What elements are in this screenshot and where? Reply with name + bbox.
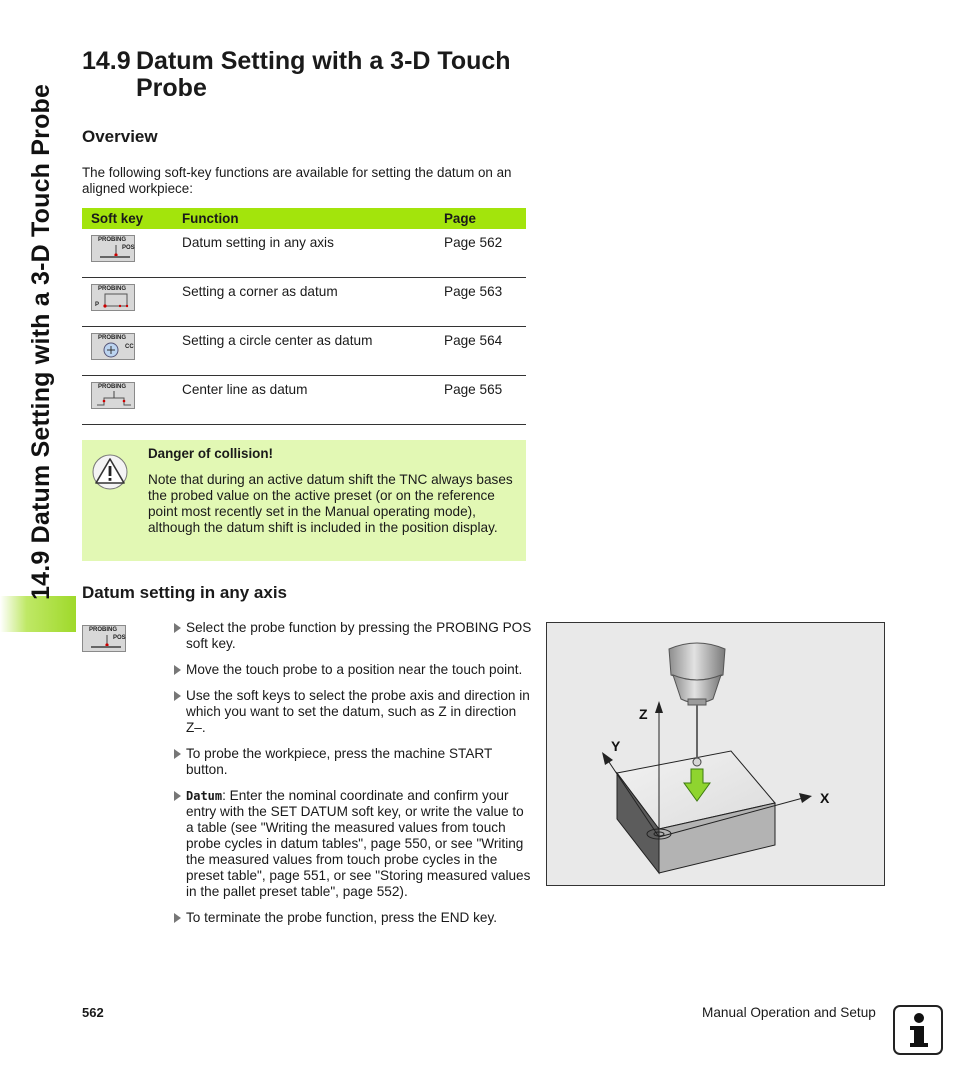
probe-pos-graphic — [83, 626, 127, 653]
softkey-cell — [82, 278, 173, 327]
list-item: Move the touch probe to a position near the touch point. — [172, 662, 532, 678]
softkey-sub-label: P — [95, 302, 100, 308]
probe-pos-softkey[interactable] — [82, 625, 126, 652]
col-header-softkey: Soft key — [82, 208, 173, 229]
section-number: 14.9 — [82, 47, 131, 75]
probe-centerline-graphic — [92, 383, 136, 410]
datum-any-axis-heading: Datum setting in any axis — [82, 583, 287, 602]
procedure-steps — [172, 620, 532, 936]
side-tab-marker — [0, 596, 76, 632]
probe-circle-icon[interactable] — [91, 333, 135, 360]
table-row — [82, 327, 526, 376]
function-cell: Center line as datum — [173, 376, 435, 425]
col-header-function: Function — [173, 208, 435, 229]
table-row — [82, 278, 526, 327]
probe-circle-graphic — [92, 334, 136, 361]
softkey-cell — [82, 327, 173, 376]
softkey-label: PROBING — [98, 237, 127, 243]
softkey-sub-label: POS — [122, 245, 135, 251]
list-item: To terminate the probe function, press the END key. — [172, 910, 532, 926]
probe-illustration — [547, 623, 884, 885]
warning-triangle-icon — [92, 454, 130, 490]
overview-heading: Overview — [82, 127, 158, 146]
axis-z-label: Z — [639, 706, 648, 722]
probe-pos-graphic — [92, 236, 136, 263]
page-title — [82, 48, 542, 102]
title-line-1: Datum Setting with a 3-D Touch — [136, 47, 511, 75]
table-row — [82, 229, 526, 278]
warning-text: Note that during an active datum shift the TNC always bases the probed value on the active preset (or on the reference point most recently set in the Manual operating mode), although the datum shift is included in the position display. — [148, 472, 513, 535]
overview-intro: The following soft-key functions are available for setting the datum on an aligned workpiece: — [82, 165, 512, 196]
softkey-label: PROBING — [98, 286, 127, 292]
softkey-cell — [82, 376, 173, 425]
softkey-label: PROBING — [98, 335, 127, 341]
function-cell: Datum setting in any axis — [173, 229, 435, 278]
page-cell: Page 563 — [435, 278, 526, 327]
col-header-page: Page — [435, 208, 526, 229]
page-cell: Page 564 — [435, 327, 526, 376]
function-cell: Setting a circle center as datum — [173, 327, 435, 376]
info-icon — [893, 1005, 943, 1055]
axis-x-label: X — [820, 790, 830, 806]
list-item: Use the soft keys to select the probe axis and direction in which you want to set the datum, such as Z in direction Z–. — [172, 688, 532, 736]
title-line-2: Probe — [136, 74, 207, 102]
list-item: Select the probe function by pressing the PROBING POS soft key. — [172, 620, 532, 652]
datum-code: Datum — [186, 789, 223, 803]
page-cell: Page 562 — [435, 229, 526, 278]
probe-pos-icon[interactable] — [91, 235, 135, 262]
probe-corner-icon[interactable] — [91, 284, 135, 311]
table-row — [82, 376, 526, 425]
touch-probe-figure — [546, 622, 885, 886]
info-glyph — [895, 1007, 941, 1053]
list-item: To probe the workpiece, press the machine START button. — [172, 746, 532, 778]
warning-box — [82, 440, 526, 561]
axis-y-label: Y — [611, 738, 621, 754]
softkey-sub-label: POS — [113, 635, 126, 641]
page-cell: Page 565 — [435, 376, 526, 425]
step-text: : Enter the nominal coordinate and confirm your entry with the SET DATUM soft key, or write the value to a table (see "Writing the measured values from touch probe cycles in datum tables", page 550, or see "Writing the measured values from touch probe cycles in the preset table", page 551, or see "Storing measured values in the pallet preset table", page 552). — [186, 788, 531, 899]
softkey-label: PROBING — [98, 384, 127, 390]
side-chapter-title: 14.9 Datum Setting with a 3-D Touch Probe — [27, 83, 55, 600]
page-number: 562 — [82, 1005, 104, 1020]
function-cell: Setting a corner as datum — [173, 278, 435, 327]
list-item — [172, 788, 532, 900]
probe-corner-graphic — [92, 285, 136, 312]
footer-chapter: Manual Operation and Setup — [702, 1005, 876, 1020]
warning-title: Danger of collision! — [148, 446, 273, 461]
softkey-table — [82, 208, 526, 425]
table-header-row — [82, 208, 526, 229]
softkey-cell — [82, 229, 173, 278]
softkey-label: PROBING — [89, 627, 118, 633]
probe-centerline-icon[interactable] — [91, 382, 135, 409]
softkey-sub-label: CC — [125, 344, 134, 350]
